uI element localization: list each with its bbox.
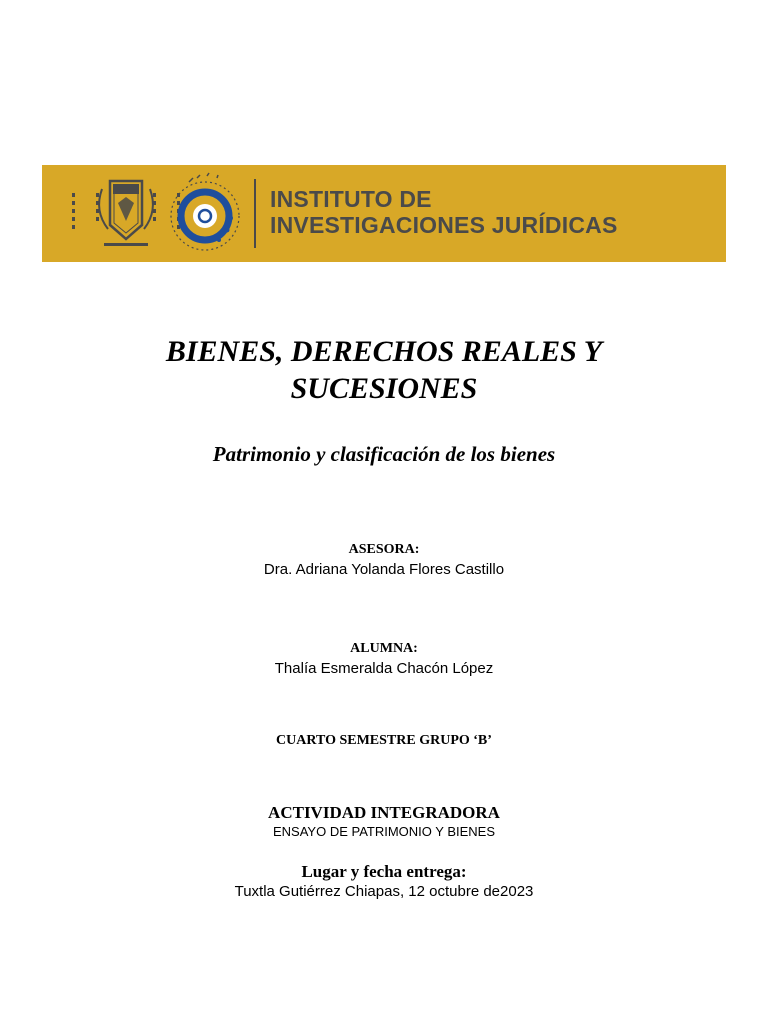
student-name: Thalía Esmeralda Chacón López — [274, 660, 494, 677]
advisor-name: Dra. Adriana Yolanda Flores Castillo — [263, 561, 505, 578]
activity-detail: ENSAYO DE PATRIMONIO Y BIENES — [272, 824, 495, 839]
semester-group: CUARTO SEMESTRE GRUPO ‘B’ — [276, 733, 492, 748]
document-subtitle: Patrimonio y clasificación de los bienes — [212, 442, 556, 466]
student-label: ALUMNA: — [350, 641, 418, 656]
course-title — [0, 333, 768, 407]
advisor-label: ASESORA: — [348, 542, 420, 557]
institute-name — [270, 186, 618, 238]
place-date-value: Tuxtla Gutiérrez Chiapas, 12 octubre de2023 — [234, 883, 534, 900]
institute-banner — [42, 165, 726, 262]
institute-name-line2: INVESTIGACIONES JURÍDICAS — [270, 212, 618, 238]
activity-label: ACTIVIDAD INTEGRADORA — [268, 803, 500, 822]
iij-institute-seal-icon — [167, 170, 243, 256]
institute-name-line1: INSTITUTO DE — [270, 186, 432, 212]
course-title-line1: BIENES, DERECHOS REALES Y — [165, 335, 603, 368]
place-date-label: Lugar y fecha entrega: — [301, 862, 467, 881]
banner-divider — [254, 179, 256, 248]
course-title-line2: SUCESIONES — [290, 372, 478, 405]
